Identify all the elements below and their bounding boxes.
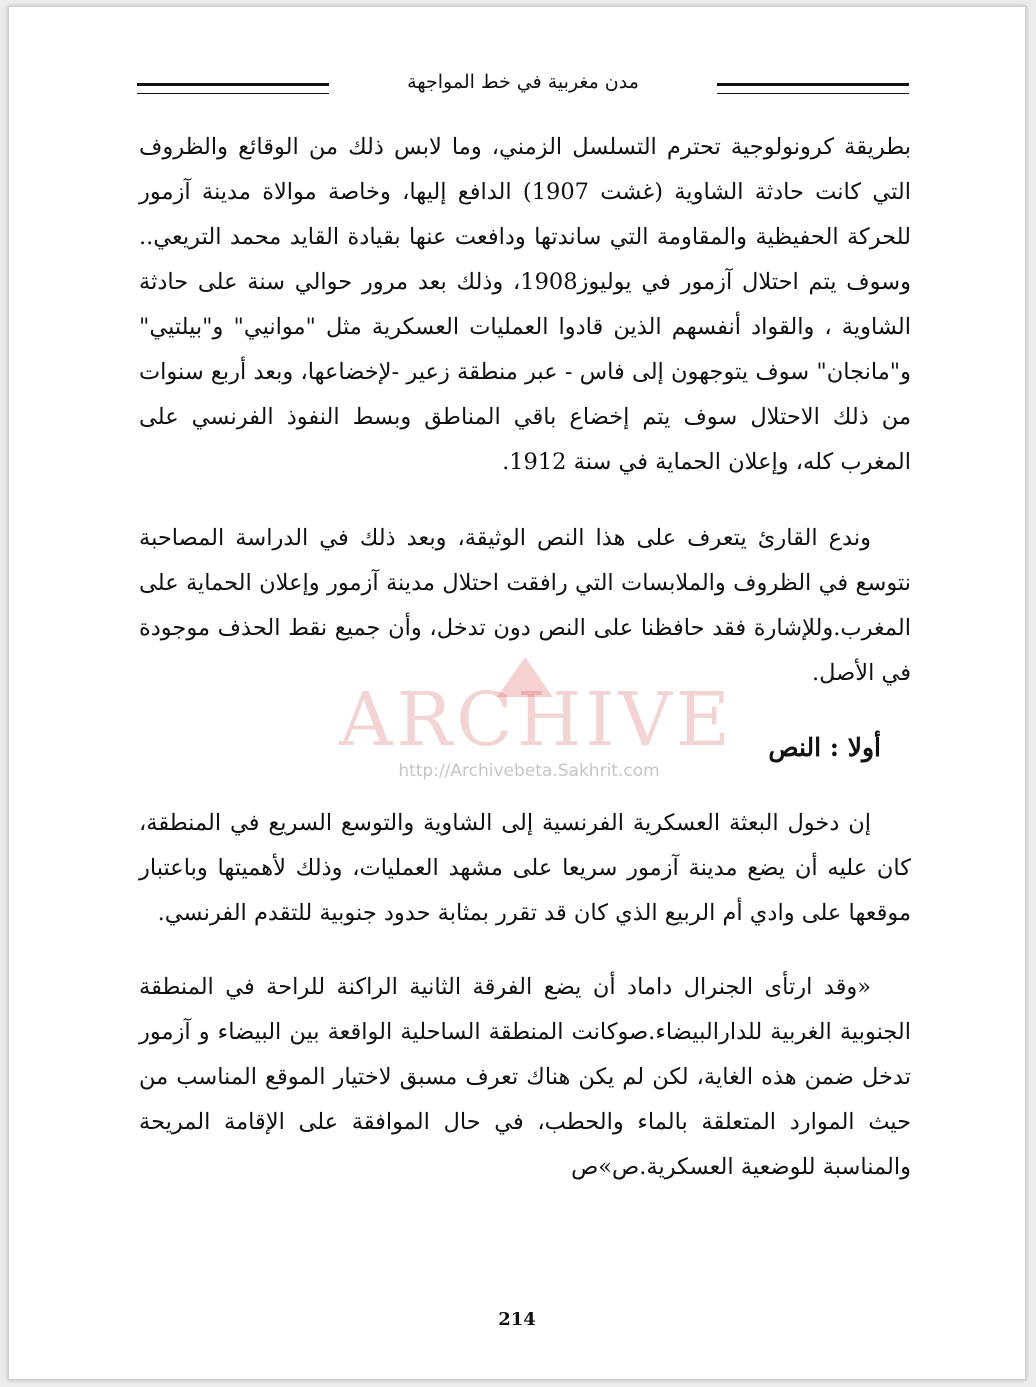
document-page xyxy=(8,6,1026,1380)
header-rule-right xyxy=(717,83,909,94)
page-number: 214 xyxy=(498,1309,536,1330)
paragraph-4-quote: «وقد ارتأى الجنرال داماد أن يضع الفرقة الثانية الراكنة للراحة في المنطقة الجنوبية الغربية للدارالبيضاء.صوكانت المنطقة الساحلية الواقعة بين البيضاء و آزمور تدخل ضمن هذه الغاية، لكن لم يكن هناك تعرف مسبق لاختيار الموقع المناسب من حيث الموارد المتعلقة بالماء والحطب، في حال الموافقة على الإقامة المريحة والمناسبة للوضعية العسكرية.ص»ص xyxy=(139,974,911,1180)
section-heading: أولا : النص xyxy=(768,733,881,762)
paragraph-3: إن دخول البعثة العسكرية الفرنسية إلى الشاوية والتوسع السريع في المنطقة، كان عليه أن يضع مدينة آزمور سريعا على مشهد العمليات، وذلك لأهميتها وباعتبار موقعها على وادي أم الربيع الذي كان قد تقرر بمثابة حدود جنوبية للتقدم الفرنسي. xyxy=(139,810,911,926)
running-header-title: مدن مغربية في خط المواجهة xyxy=(407,71,639,93)
paragraph-2: وندع القارئ يتعرف على هذا النص الوثيقة، وبعد ذلك في الدراسة المصاحبة نتوسع في الظروف والملابسات التي رافقت احتلال مدينة آزمور وإعلان الحماية على المغرب.وللإشارة فقد حافظنا على النص دون تدخل، وأن جميع نقط الحذف موجودة في الأصل. xyxy=(139,525,911,686)
watermark-word: ARCHIVE xyxy=(339,677,735,763)
watermark-url: http://Archivebeta.Sakhrit.com xyxy=(398,761,660,781)
running-header xyxy=(137,67,909,101)
header-rule-left xyxy=(137,83,329,94)
paragraph-1: بطريقة كرونولوجية تحترم التسلسل الزمني، وما لابس ذلك من الوقائع والظروف التي كانت حادثة الشاوية (غشت 1907) الدافع إليها، وخاصة موالاة مدينة آزمور للحركة الحفيظية والمقاومة التي ساندتها ودافعت عنها بقيادة القايد محمد التريعي.. وسوف يتم احتلال آزمور في يوليوز1908، وذلك بعد مرور حوالي سنة على حادثة الشاوية ، والقواد أنفسهم الذين قادوا العمليات العسكرية مثل "موانيي" و"بيلتيي" و"مانجان" سوف يتوجهون إلى فاس - عبر منطقة زعير -لإخضاعها، وبعد أربع سنوات من ذلك الاحتلال سوف يتم إخضاع باقي المناطق وبسط النفوذ الفرنسي على المغرب كله، وإعلان الحماية في سنة 1912. xyxy=(139,134,911,475)
page-body xyxy=(139,125,911,1190)
